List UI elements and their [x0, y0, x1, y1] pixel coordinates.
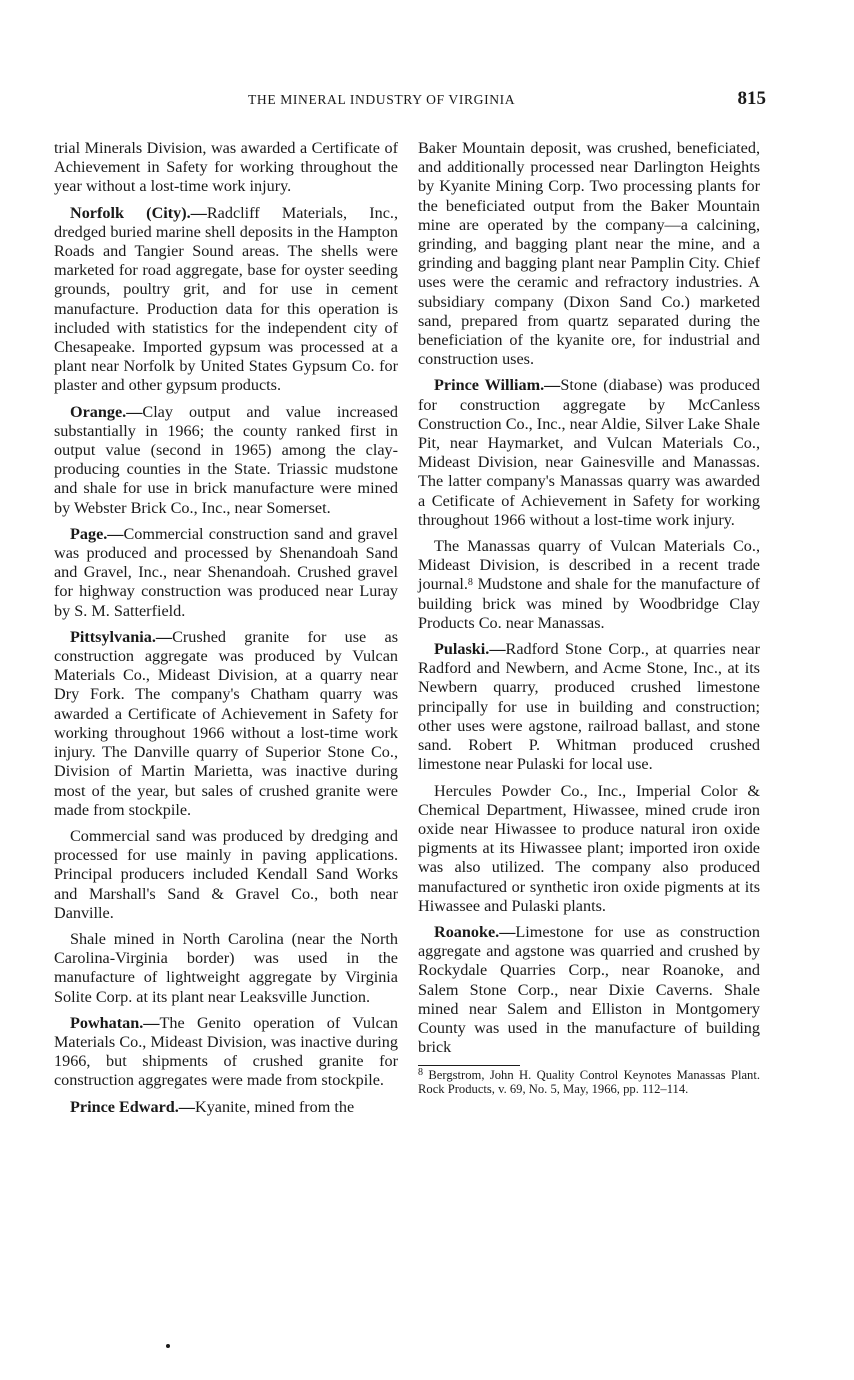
- paragraph-prince-edward: [54, 1098, 398, 1117]
- paragraph-roanoke: [418, 923, 760, 1057]
- stray-dot: [166, 1344, 170, 1348]
- running-head: THE MINERAL INDUSTRY OF VIRGINIA: [248, 92, 516, 107]
- section-lead-page: Page.—: [70, 524, 124, 543]
- section-lead-prince-william: Prince William.—: [434, 376, 561, 395]
- section-lead-powhatan: Powhatan.—: [70, 1013, 160, 1032]
- paragraph-continuation: trial Minerals Division, was awarded a Certificate of Achievement in Safety for working throughout the year without a lost-time work injury.: [54, 139, 398, 196]
- section-lead-pittsylvania: Pittsylvania.—: [70, 627, 173, 646]
- paragraph-hercules: Hercules Powder Co., Inc., Imperial Color & Chemical Department, Hiwassee, mined crude iron oxide near Hiwassee to produce natural iron oxide pigments at its Hiwassee plant; imported iron oxide was also utilized. The company also produced manufactured or synthetic iron oxide pigments at its Hiwassee and Pulaski plants.: [418, 781, 760, 915]
- paragraph-text: Radcliff Materials, Inc., dredged buried marine shell deposits in the Hampton Roads and Tangier Sound areas. The shells were marketed for road aggregate, base for oyster seeding grounds, poultry grit, and for use in cement manufacture. Production data for this operation is included with statistics for the independent city of Chesapeake. Imported gypsum was processed at a plant near Norfolk by United States Gypsum Co. for plaster and other gypsum products.: [54, 203, 399, 395]
- paragraph-norfolk: [54, 204, 398, 396]
- section-lead-roanoke: Roanoke.—: [434, 922, 516, 941]
- paragraph-orange: [54, 403, 398, 518]
- paragraph-text: Crushed granite for use as construction aggregate was produced by Vulcan Materials Co., Mideast Division, at a quarry near Dry Fork. The company's Chatham quarry was awarded a Certificate of Achievement in Safety for working throughout 1966 without a lost-time work injury. The Danville quarry of Superior Stone Co., Division of Martin Marietta, was inactive during most of the year, but sales of crushed granite were made from stockpile.: [54, 627, 398, 819]
- paragraph-text: Limestone for use as construction aggregate and agstone was quarried and crushed by Rockydale Quarries Corp., near Roanoke, and Salem Stone Corp., near Dixie Caverns. Shale mined near Salem and Elliston in Montgomery County was used in the manufacture of building brick: [418, 922, 760, 1057]
- paragraph-prince-william: [418, 376, 760, 530]
- paragraph-text: Stone (diabase) was produced for construction aggregate by McCanless Construction Co., Inc., near Aldie, Silver Lake Shale Pit, near Haymarket, and Vulcan Materials Co., Mideast Division, near Gainesville and Manassas. The latter company's Manassas quarry was awarded a Cetificate of Achievement in Safety for working throughout 1966 without a lost-time work injury.: [418, 376, 760, 529]
- section-lead-norfolk: Norfolk (City).—: [70, 203, 207, 222]
- paragraph-shale: Shale mined in North Carolina (near the North Carolina-Virginia border) was used in the manufacture of lightweight aggregate by Virginia Solite Corp. at its plant near Leaksville Junction.: [54, 929, 398, 1006]
- right-column: [418, 139, 760, 1096]
- section-lead-pulaski: Pulaski.—: [434, 640, 506, 659]
- paragraph-text: Radford Stone Corp., at quarries near Radford and Newbern, and Acme Stone, Inc., at its Newbern quarry, produced crushed limestone principally for use in building and construction; other uses were agstone, railroad ballast, and stone sand. Robert P. Whitman produced crushed limestone near Pulaski for local use.: [418, 640, 760, 774]
- section-lead-prince-edward: Prince Edward.—: [70, 1097, 195, 1116]
- paragraph-text: Kyanite, mined from the: [195, 1097, 355, 1116]
- paragraph-page: [54, 525, 398, 621]
- page-number: 815: [737, 88, 766, 109]
- left-column: [54, 139, 398, 1117]
- footnote-reference: 8: [467, 577, 473, 589]
- paragraph-pulaski: [418, 640, 760, 774]
- footnote: [418, 1068, 760, 1096]
- section-lead-orange: Orange.—: [70, 402, 143, 421]
- paragraph-sand: Commercial sand was produced by dredging and processed for use mainly in paving applications. Principal producers included Kendall Sand Works and Marshall's Sand & Gravel Co., both near Danville.: [54, 826, 398, 922]
- paragraph-manassas: [418, 537, 760, 633]
- paragraph-continuation: Baker Mountain deposit, was crushed, beneficiated, and additionally processed near Darlington Heights by Kyanite Mining Corp. Two processing plants for the beneficiated output from the Baker Mountain mine are operated by the company—a calcining, grinding, and bagging plant near the mine, and a grinding and bagging plant near Pamplin City. Chief uses were the ceramic and refractory industries. A subsidiary company (Dixon Sand Co.) marketed sand, prepared from quartz separated during the beneficiation of the kyanite ore, for industrial and construction uses.: [418, 139, 760, 369]
- paragraph-pittsylvania: [54, 628, 398, 820]
- footnote-text: Bergstrom, John H. Quality Control Keynotes Manassas Plant. Rock Products, v. 69, No. 5, May, 1966, pp. 112–114.: [418, 1068, 760, 1097]
- paragraph-text: Mudstone and shale for the manufacture of building brick was mined by Woodbridge Clay Products Co. near Manassas.: [418, 575, 760, 632]
- footnote-rule: [418, 1065, 520, 1066]
- paragraph-text: The Manassas quarry of Vulcan Materials Co., Mideast Division, is described in a recent trade journal.: [418, 537, 760, 594]
- paragraph-powhatan: [54, 1014, 398, 1091]
- page-header: [54, 88, 766, 112]
- footnote-mark: 8: [418, 1067, 423, 1079]
- paragraph-text: Clay output and value increased substantially in 1966; the county ranked first in output value (second in 1965) among the clay-producing counties in the State. Triassic mudstone and shale for use in brick manufacture were mined by Webster Brick Co., Inc., near Somerset.: [54, 402, 398, 517]
- paragraph-text: Commercial construction sand and gravel was produced and processed by Shenandoah Sand and Gravel, Inc., near Shenandoah. Crushed gravel for highway construction was produced near Luray by S. M. Satterfield.: [54, 524, 398, 620]
- paragraph-text: The Genito operation of Vulcan Materials Co., Mideast Division, was inactive during 1966, but shipments of crushed granite for construction aggregates were made from stockpile.: [54, 1013, 398, 1090]
